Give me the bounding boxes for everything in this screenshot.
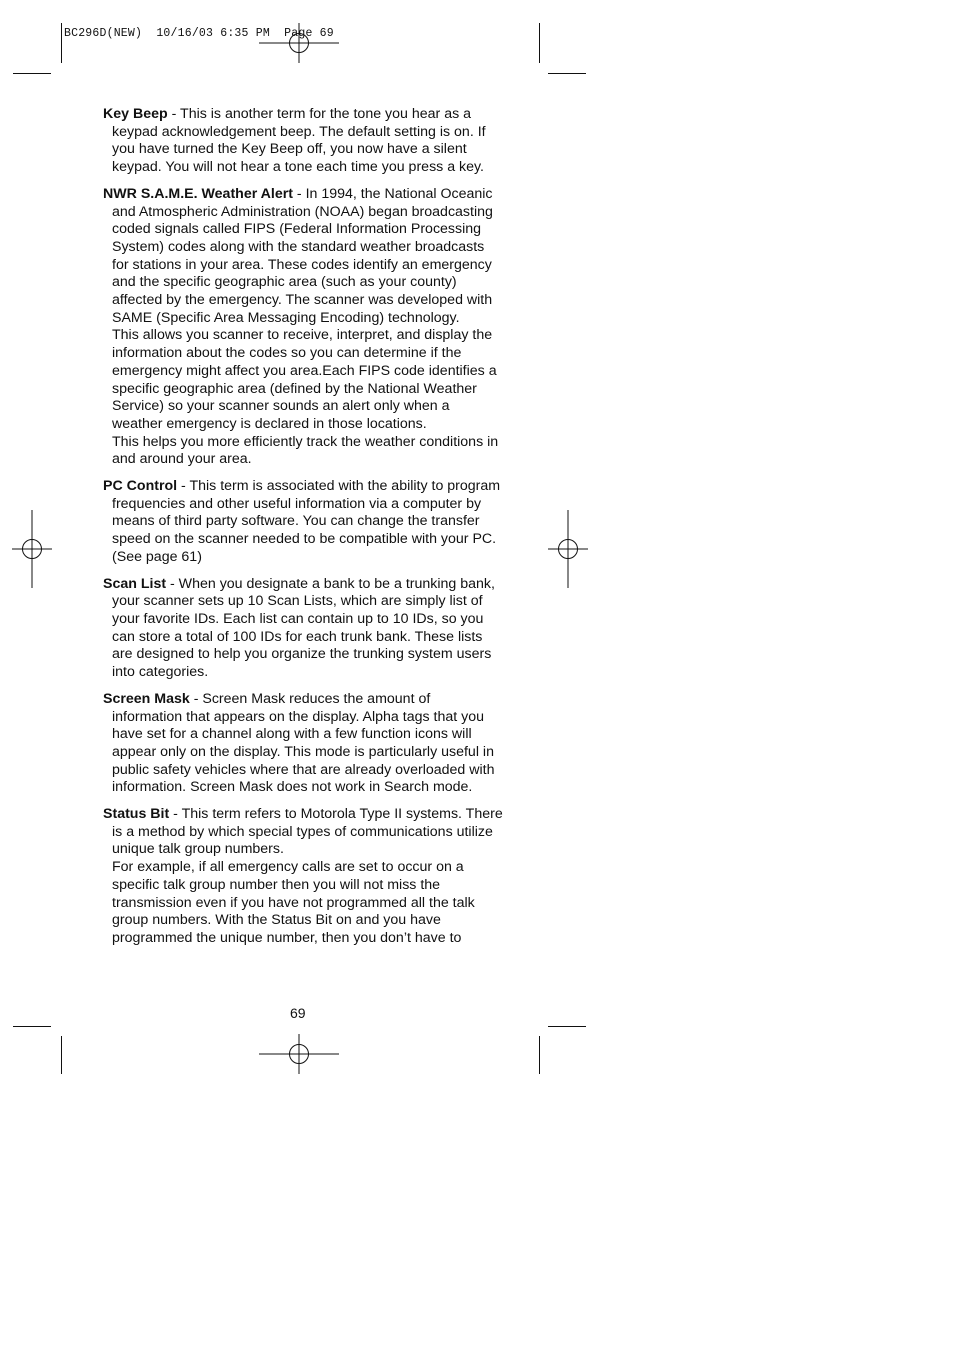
glossary-definition: - This is another term for the tone you hear as a keypad acknowledgement beep. The default setting is on. If you have turned the Key Beep off, you now have a silent keypad. You will not hear a tone each time you press a key. [112, 106, 486, 176]
glossary-entry-scan-list [103, 576, 503, 682]
crop-mark [61, 1036, 62, 1074]
page-number: 69 [290, 1005, 306, 1021]
glossary-definition: - This term is associated with the ability to program frequencies and other useful information via a computer by means of third party software. You can change the transfer speed on the scanner needed to be compatible with your PC. (See page 61) [112, 478, 501, 565]
crop-mark [61, 23, 62, 63]
registration-mark-icon [548, 510, 588, 588]
crop-mark [548, 73, 586, 74]
glossary-term: Key Beep [103, 106, 168, 122]
glossary-definition: - Screen Mask reduces the amount of information that appears on the display. Alpha tags that you have set for a channel along with a few function icons will appear only on the display. This mode is particularly useful in public safety vehicles where that are already overloaded with information. Screen Mask does not work in Search mode. [112, 690, 495, 796]
glossary-term: Screen Mask [103, 690, 190, 707]
glossary-content [103, 106, 503, 957]
crop-mark [13, 73, 51, 74]
glossary-term: Scan List [103, 575, 167, 592]
glossary-entry-status-bit [103, 806, 503, 948]
glossary-definition: - In 1994, the National Oceanic and Atmospheric Administration (NOAA) began broadcasting coded signals called FIPS (Federal Information Processing System) codes along with the standard weather broadcasts for stations in your area. These codes identify an emergency and the specific geographic area (such as your county) affected by the emergency. The scanner was developed with SAME (Specific Area Messaging Encoding) technology. [112, 185, 493, 326]
glossary-term: PC Control [103, 478, 178, 495]
glossary-definition-continued: This allows you scanner to receive, interpret, and display the information about the codes so you can determine if the emergency might affect you area.Each FIPS code identifies a specific geographic area (defined by the National Weather Service) so your scanner sounds an alert only when a weather emergency is declared in those locations. [112, 327, 497, 432]
registration-mark-icon [12, 510, 52, 588]
glossary-entry-nwr-same [103, 186, 503, 469]
crop-mark [548, 1026, 586, 1027]
glossary-definition-continued: For example, if all emergency calls are set to occur on a specific talk group number then you will not miss the transmission even if you have not programmed all the talk group numbers. With the Status Bit on and you have programmed the unique number, then you don’t have to [112, 859, 475, 946]
registration-mark-icon [259, 23, 339, 63]
glossary-entry-key-beep [103, 106, 503, 177]
glossary-definition: - This term refers to Motorola Type II systems. There is a method by which special types of communications utilize unique talk group numbers. [112, 806, 503, 858]
glossary-entry-pc-control [103, 478, 503, 567]
glossary-entry-screen-mask [103, 691, 503, 797]
glossary-term: NWR S.A.M.E. Weather Alert [103, 185, 293, 202]
crop-mark [13, 1026, 51, 1027]
glossary-definition-continued: This helps you more efficiently track the weather conditions in and around your area. [112, 433, 499, 468]
print-slug: BC296D(NEW) 10/16/03 6:35 PM Page 69 [64, 27, 334, 40]
crop-mark [539, 1036, 540, 1074]
glossary-definition: - When you designate a bank to be a trunking bank, your scanner sets up 10 Scan Lists, which are simply list of your favorite IDs. Each list can contain up to 10 IDs, so you can store a total of 100 IDs for each trunk bank. These lists are designed to help you organize the trunking system users into categories. [112, 575, 495, 681]
registration-mark-icon [259, 1034, 339, 1074]
crop-mark [539, 23, 540, 63]
glossary-term: Status Bit [103, 806, 170, 823]
